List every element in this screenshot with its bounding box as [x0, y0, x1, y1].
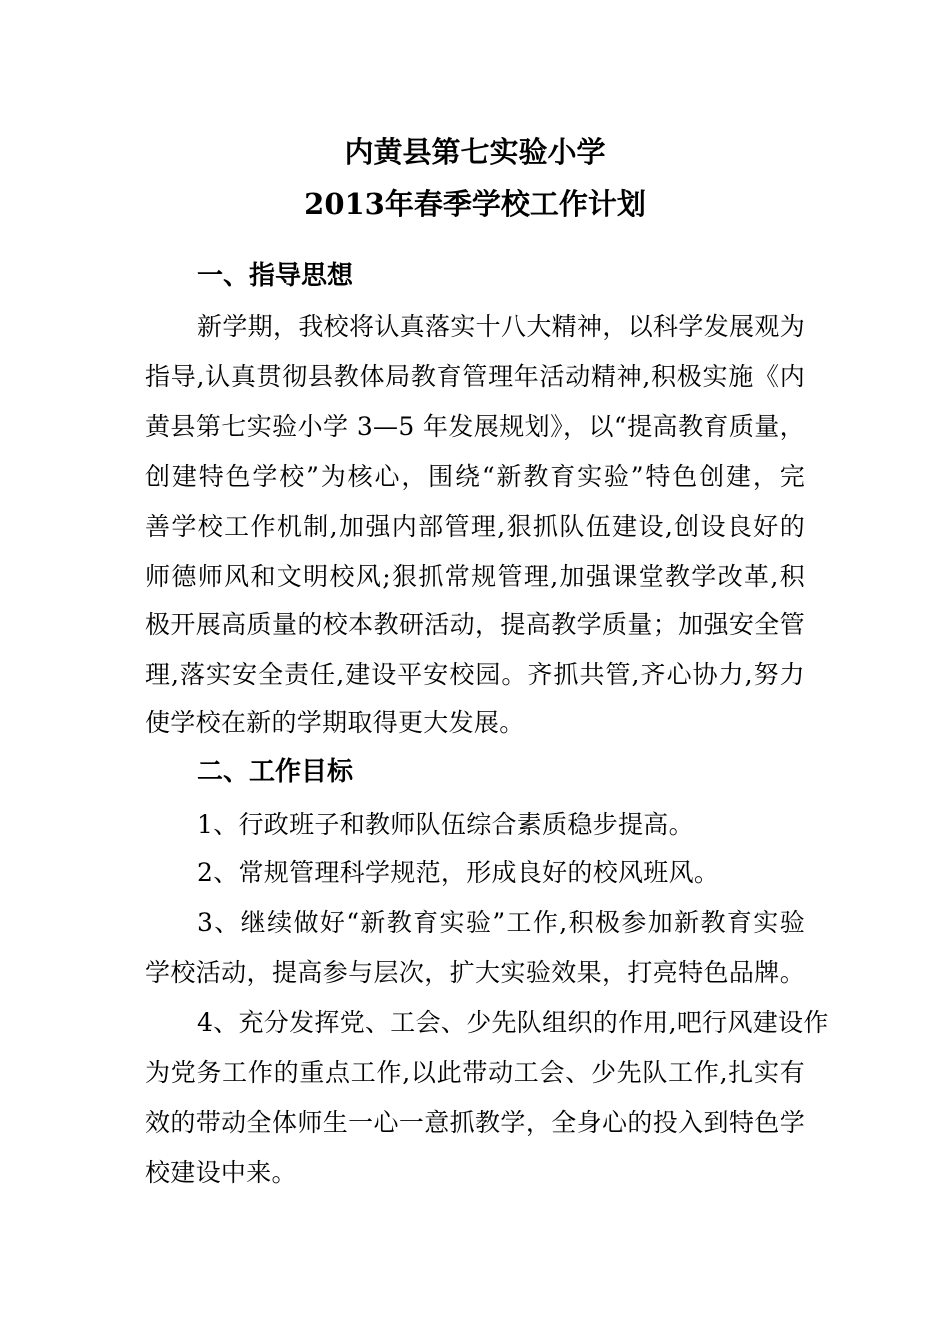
goal-item-4-line: 为党务工作的重点工作,以此带动工会、少先队工作,扎实有: [145, 1058, 805, 1087]
goal-item-4-line: 校建设中来。: [145, 1158, 297, 1187]
goal-item-3-line: 学校活动，提高参与层次，扩大实验效果，打亮特色品牌。: [145, 958, 805, 987]
goal-item-4-line: 4、充分发挥党、工会、少先队组织的作用,吧行风建设作: [197, 1008, 829, 1037]
section1-paragraph-line: 指导,认真贯彻县教体局教育管理年活动精神,积极实施《内: [145, 362, 805, 391]
section1-paragraph-line: 善学校工作机制,加强内部管理,狠抓队伍建设,创设良好的: [145, 512, 805, 541]
section2-heading: 二、工作目标: [197, 757, 354, 787]
section1-paragraph-line: 理,落实安全责任,建设平安校园。齐抓共管,齐心协力,努力: [145, 660, 805, 689]
document-title-plan: 2013年春季学校工作计划: [304, 187, 646, 221]
goal-item-1: 1、行政班子和教师队伍综合素质稳步提高。: [197, 810, 694, 839]
section1-paragraph-line: 新学期，我校将认真落实十八大精神，以科学发展观为: [197, 312, 805, 341]
section1-paragraph-line: 使学校在新的学期取得更大发展。: [145, 708, 525, 737]
section1-paragraph-line: 黄县第七实验小学 3—5 年发展规划》，以“提高教育质量，: [145, 412, 805, 441]
section1-heading: 一、指导思想: [197, 261, 354, 291]
goal-item-2: 2、常规管理科学规范，形成良好的校风班风。: [197, 858, 720, 887]
goal-item-4-line: 效的带动全体师生一心一意抓教学，全身心的投入到特色学: [145, 1108, 805, 1137]
section1-paragraph-line: 师德师风和文明校风;狠抓常规管理,加强课堂教学改革,积: [145, 562, 805, 591]
section1-paragraph-line: 创建特色学校”为核心，围绕“新教育实验”特色创建，完: [145, 462, 805, 491]
goal-item-3-line: 3、继续做好“新教育实验”工作,积极参加新教育实验: [197, 908, 805, 937]
section1-paragraph-line: 极开展高质量的校本教研活动，提高教学质量；加强安全管: [145, 610, 805, 639]
document-title-school: 内黄县第七实验小学: [344, 135, 606, 169]
